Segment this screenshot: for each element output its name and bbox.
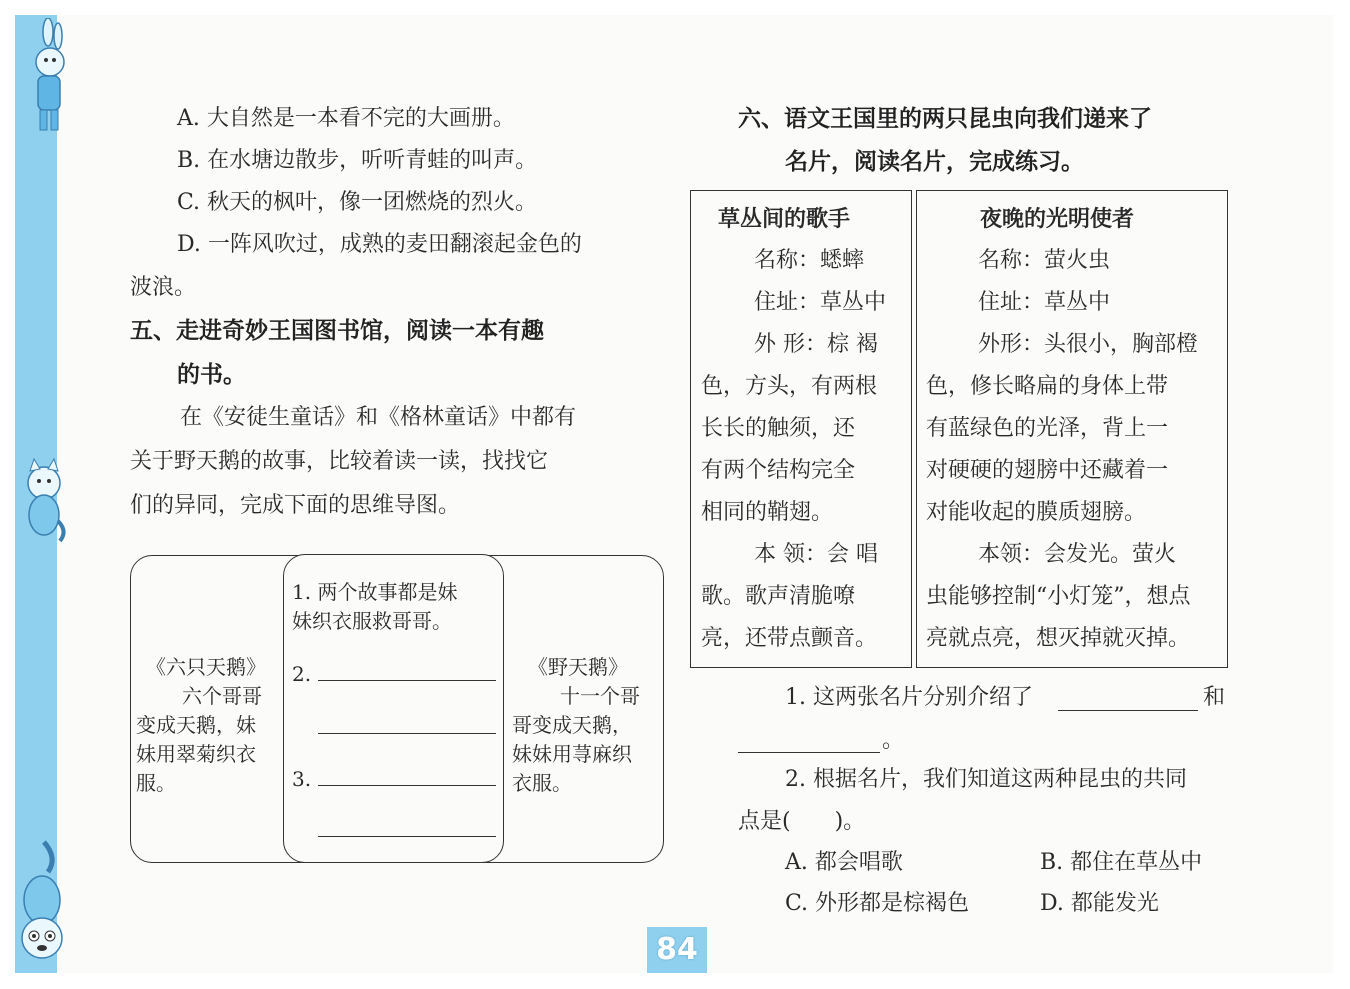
right-box-line2: 哥变成天鹅，	[512, 713, 632, 737]
card-firefly-line8: 本领：会发光。萤火	[978, 542, 1177, 567]
card-firefly-line5: 有蓝绿色的光泽，背上一	[926, 416, 1169, 441]
option-b: B. 在水塘边散步，听听青蛙的叫声。	[177, 148, 538, 173]
section6-title-continued: 名片，阅读名片，完成练习。	[785, 149, 1084, 175]
card-firefly-line6: 对硬硬的翅膀中还藏着一	[926, 458, 1169, 483]
option-d: D. 一阵风吹过，成熟的麦田翻滚起金色的	[177, 232, 582, 257]
answer-blank-3b[interactable]	[318, 836, 496, 837]
center-item1-line2: 妹织衣服救哥哥。	[292, 609, 452, 633]
right-box-line1: 十一个哥	[560, 684, 640, 708]
card-cricket-line5: 长长的触须，还	[701, 416, 856, 441]
center-item1-line1: 1. 两个故事都是妹	[292, 580, 458, 604]
card-firefly-line9: 虫能够控制“小灯笼”，想点	[926, 584, 1191, 609]
question2-option-c: C. 外形都是棕褐色	[785, 891, 970, 916]
section5-body-line1: 在《安徒生童话》和《格林童话》中都有	[180, 405, 577, 430]
card-cricket-line6: 有两个结构完全	[701, 458, 856, 483]
left-box-line2: 变成天鹅，妹	[136, 713, 256, 737]
card-cricket-line7: 相同的鞘翅。	[701, 500, 834, 525]
question1-text: 1. 这两张名片分别介绍了	[785, 685, 1033, 710]
question1-and: 和	[1203, 685, 1226, 710]
center-label-2: 2.	[292, 662, 312, 686]
question1-end: 。	[882, 728, 905, 753]
left-box-title: 《六只天鹅》	[146, 655, 266, 679]
card-cricket-title: 草丛间的歌手	[718, 207, 851, 232]
section5-body-line3: 们的异同，完成下面的思维导图。	[130, 493, 461, 518]
card-firefly-line3: 外形：头很小，胸部橙	[978, 332, 1199, 357]
center-label-3: 3.	[292, 767, 312, 791]
question1-blank-2[interactable]	[738, 752, 880, 753]
card-cricket-line4: 色，方头，有两根	[701, 374, 878, 399]
option-a: A. 大自然是一本看不完的大画册。	[177, 106, 515, 131]
page-number: 84	[647, 927, 707, 973]
card-firefly-line2: 住址：草丛中	[978, 290, 1111, 315]
question2-option-b: B. 都住在草丛中	[1040, 850, 1203, 875]
cat-mascot-icon	[14, 455, 66, 545]
right-box-title: 《野天鹅》	[528, 655, 628, 679]
answer-blank-3a[interactable]	[318, 785, 496, 786]
left-box-line4: 服。	[136, 771, 176, 795]
card-cricket-line10: 亮，还带点颤音。	[701, 626, 878, 651]
card-cricket-line8: 本 领：会 唱	[754, 542, 878, 567]
rabbit-mascot-icon	[14, 18, 66, 136]
left-box-line3: 妹用翠菊织衣	[136, 742, 256, 766]
answer-blank-2b[interactable]	[318, 733, 496, 734]
right-box-line3: 妹妹用荨麻织	[512, 742, 632, 766]
option-d-continued: 波浪。	[130, 275, 197, 300]
section5-body-line2: 关于野天鹅的故事，比较着读一读，找找它	[130, 449, 549, 474]
card-cricket-line3: 外 形：棕 褐	[754, 332, 878, 357]
question2-option-d: D. 都能发光	[1040, 891, 1159, 916]
card-firefly-line4: 色，修长略扁的身体上带	[926, 374, 1169, 399]
option-c: C. 秋天的枫叶，像一团燃烧的烈火。	[177, 190, 538, 215]
section5-title: 五、走进奇妙王国图书馆，阅读一本有趣	[130, 318, 544, 344]
card-cricket-line9: 歌。歌声清脆嘹	[701, 584, 856, 609]
tiger-mascot-icon	[14, 838, 66, 968]
section6-title: 六、语文王国里的两只昆虫向我们递来了	[738, 106, 1152, 132]
question2-text: 2. 根据名片，我们知道这两种昆虫的共同	[785, 767, 1187, 792]
card-firefly-title: 夜晚的光明使者	[980, 207, 1135, 232]
question1-blank-1[interactable]	[1058, 710, 1198, 711]
section5-title-continued: 的书。	[177, 362, 246, 388]
right-box-line4: 衣服。	[512, 771, 572, 795]
left-box-line1: 六个哥哥	[182, 684, 262, 708]
answer-blank-2a[interactable]	[318, 680, 496, 681]
card-firefly-line7: 对能收起的膜质翅膀。	[926, 500, 1147, 525]
card-firefly-line10: 亮就点亮，想灭掉就灭掉。	[926, 626, 1191, 651]
question2-option-a: A. 都会唱歌	[785, 850, 903, 875]
card-cricket-line1: 名称：蟋蟀	[754, 248, 865, 273]
card-cricket-line2: 住址：草丛中	[754, 290, 887, 315]
question2-text-continued: 点是( )。	[738, 809, 866, 834]
card-firefly-line1: 名称：萤火虫	[978, 248, 1111, 273]
